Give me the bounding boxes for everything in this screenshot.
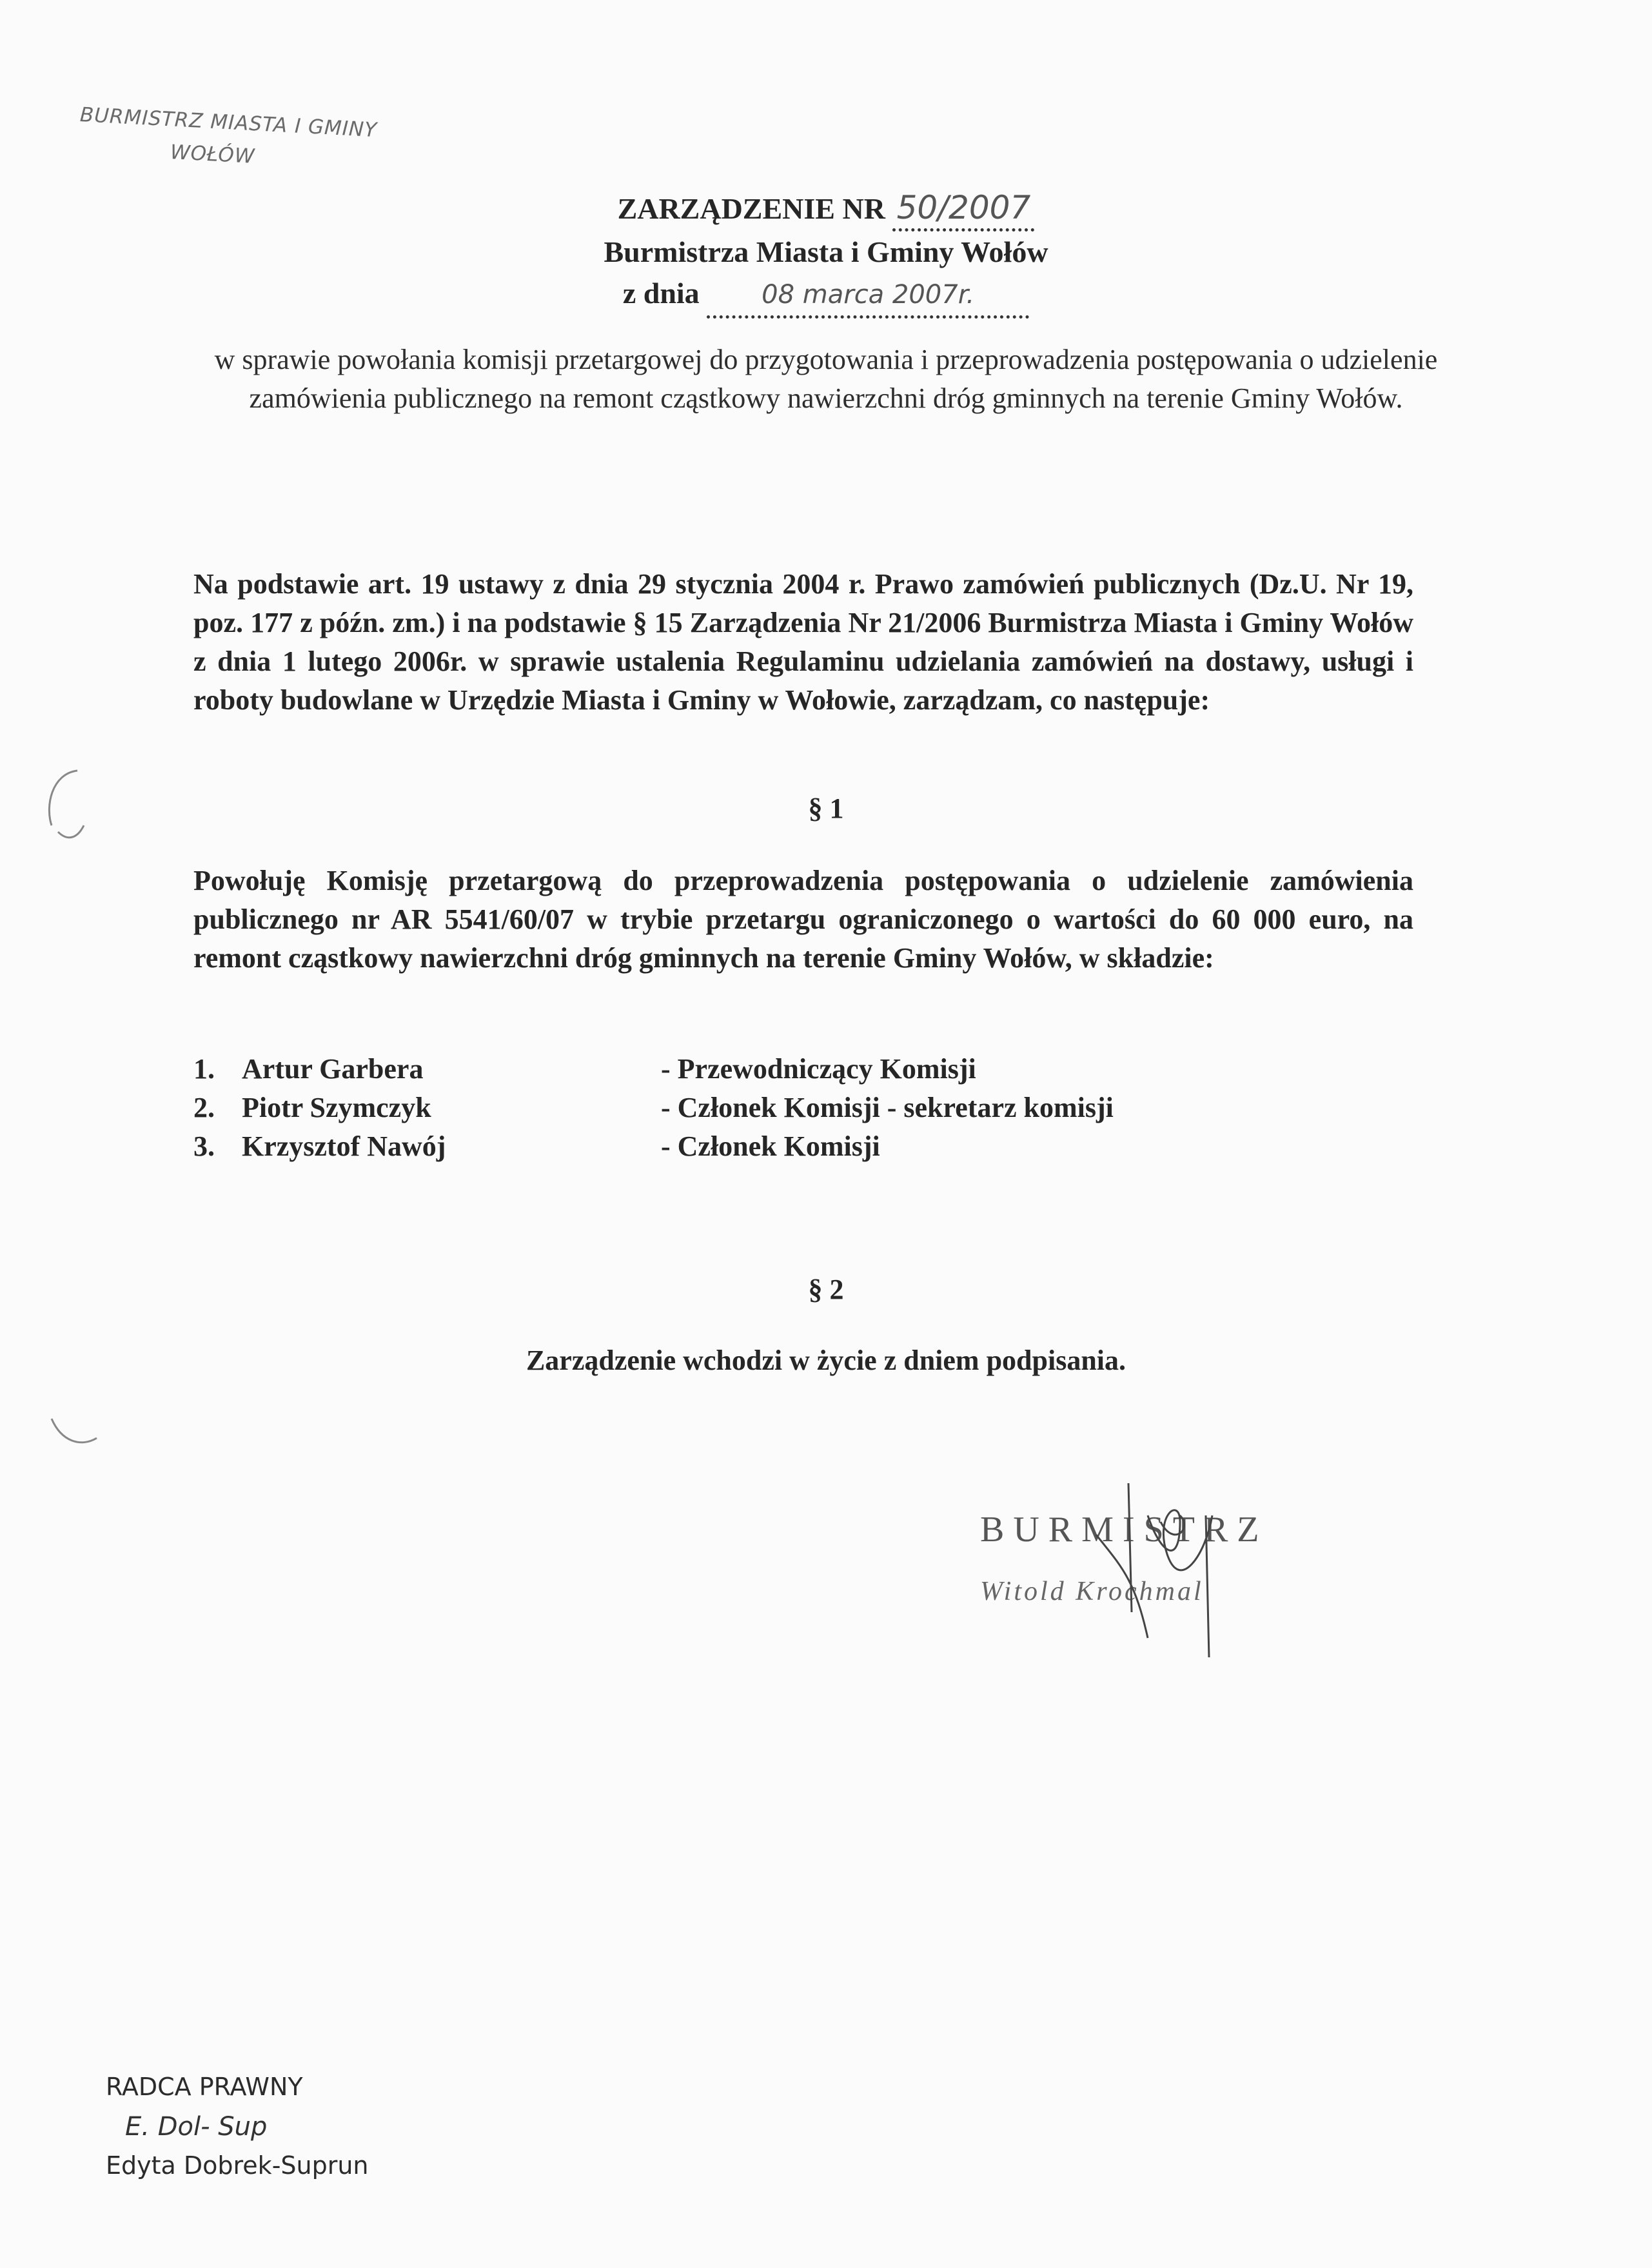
document-subject: w sprawie powołania komisji przetargowej do przygotowania i przeprowadzenia postępowania o udzielenie zamówienia publicznego na remont cząstkowy nawierzchni dróg gminnych na terenie Gminy Wołów.: [214, 344, 1438, 414]
title-line1: [0, 187, 1652, 232]
order-number: 50/2007: [892, 187, 1034, 232]
legal-basis-paragraph: Na podstawie art. 19 ustawy z dnia 29 stycznia 2004 r. Prawo zamówień publicznych (Dz.U. Nr 19, poz. 177 z późn. zm.) i na podstawie § 15 Zarządzenia Nr 21/2006 Burmistrza Miasta i Gminy Wołów z dnia 1 lutego 2006r. w sprawie ustalenia Regulaminu udzielania zamówień na dostawy, usługi i roboty budowlane w Urzędzie Miasta i Gminy w Wołowie, zarządzam, co następuje:: [193, 568, 1413, 716]
issuer-stamp: [79, 103, 378, 168]
section-2-mark: § 2: [808, 1274, 844, 1305]
member-role: - Członek Komisji: [661, 1130, 880, 1162]
member-number: 1.: [193, 1053, 215, 1085]
committee-members-list: [193, 1050, 1114, 1166]
section-1-mark: § 1: [808, 793, 844, 824]
issuer-stamp-line2: WOŁÓW: [170, 141, 256, 168]
legal-advisor-handwritten-signature: E. Dol- Sup: [125, 2112, 268, 2142]
punch-hole-mark-icon: [39, 761, 90, 851]
member-number: 3.: [193, 1130, 215, 1162]
title-prefix: ZARZĄDZENIE NR: [617, 192, 885, 225]
member-name: Krzysztof Nawój: [242, 1130, 446, 1162]
order-date: 08 marca 2007r.: [707, 274, 1029, 319]
signature-name: Witold Krochmal: [980, 1577, 1204, 1606]
signature-title: BURMISTRZ: [980, 1510, 1268, 1550]
document-title: [0, 187, 1652, 319]
member-number: 2.: [193, 1092, 215, 1123]
issuer-stamp-line1: BURMISTRZ MIASTA I GMINY: [79, 103, 378, 143]
list-item: [193, 1050, 1114, 1089]
punch-hole-mark-icon: [45, 1412, 103, 1457]
mayor-signature-stamp: [980, 1509, 1315, 1607]
title-line3: [0, 273, 1652, 319]
title-line2: Burmistrza Miasta i Gminy Wołów: [604, 235, 1048, 268]
legal-advisor-title: RADCA PRAWNY: [106, 2073, 303, 2101]
member-name: Piotr Szymczyk: [242, 1092, 431, 1123]
member-role: - Przewodniczący Komisji: [661, 1053, 976, 1085]
list-item: [193, 1089, 1114, 1127]
member-role: - Członek Komisji - sekretarz komisji: [661, 1092, 1114, 1123]
handwritten-signature-icon: [1083, 1477, 1251, 1670]
list-item: [193, 1127, 1114, 1166]
legal-advisor-name: Edyta Dobrek-Suprun: [106, 2151, 369, 2180]
section-1-text: Powołuję Komisję przetargową do przeprowadzenia postępowania o udzielenie zamówienia publicznego nr AR 5541/60/07 w trybie przetargu ograniczonego o wartości do 60 000 euro, na remont cząstkowy nawierzchni dróg gminnych na terenie Gminy Wołów, w składzie:: [193, 865, 1413, 974]
date-prefix: z dnia: [622, 277, 700, 310]
member-name: Artur Garbera: [242, 1053, 424, 1085]
legal-advisor-stamp: [106, 2067, 369, 2185]
section-2-text: Zarządzenie wchodzi w życie z dniem podpisania.: [526, 1345, 1126, 1376]
